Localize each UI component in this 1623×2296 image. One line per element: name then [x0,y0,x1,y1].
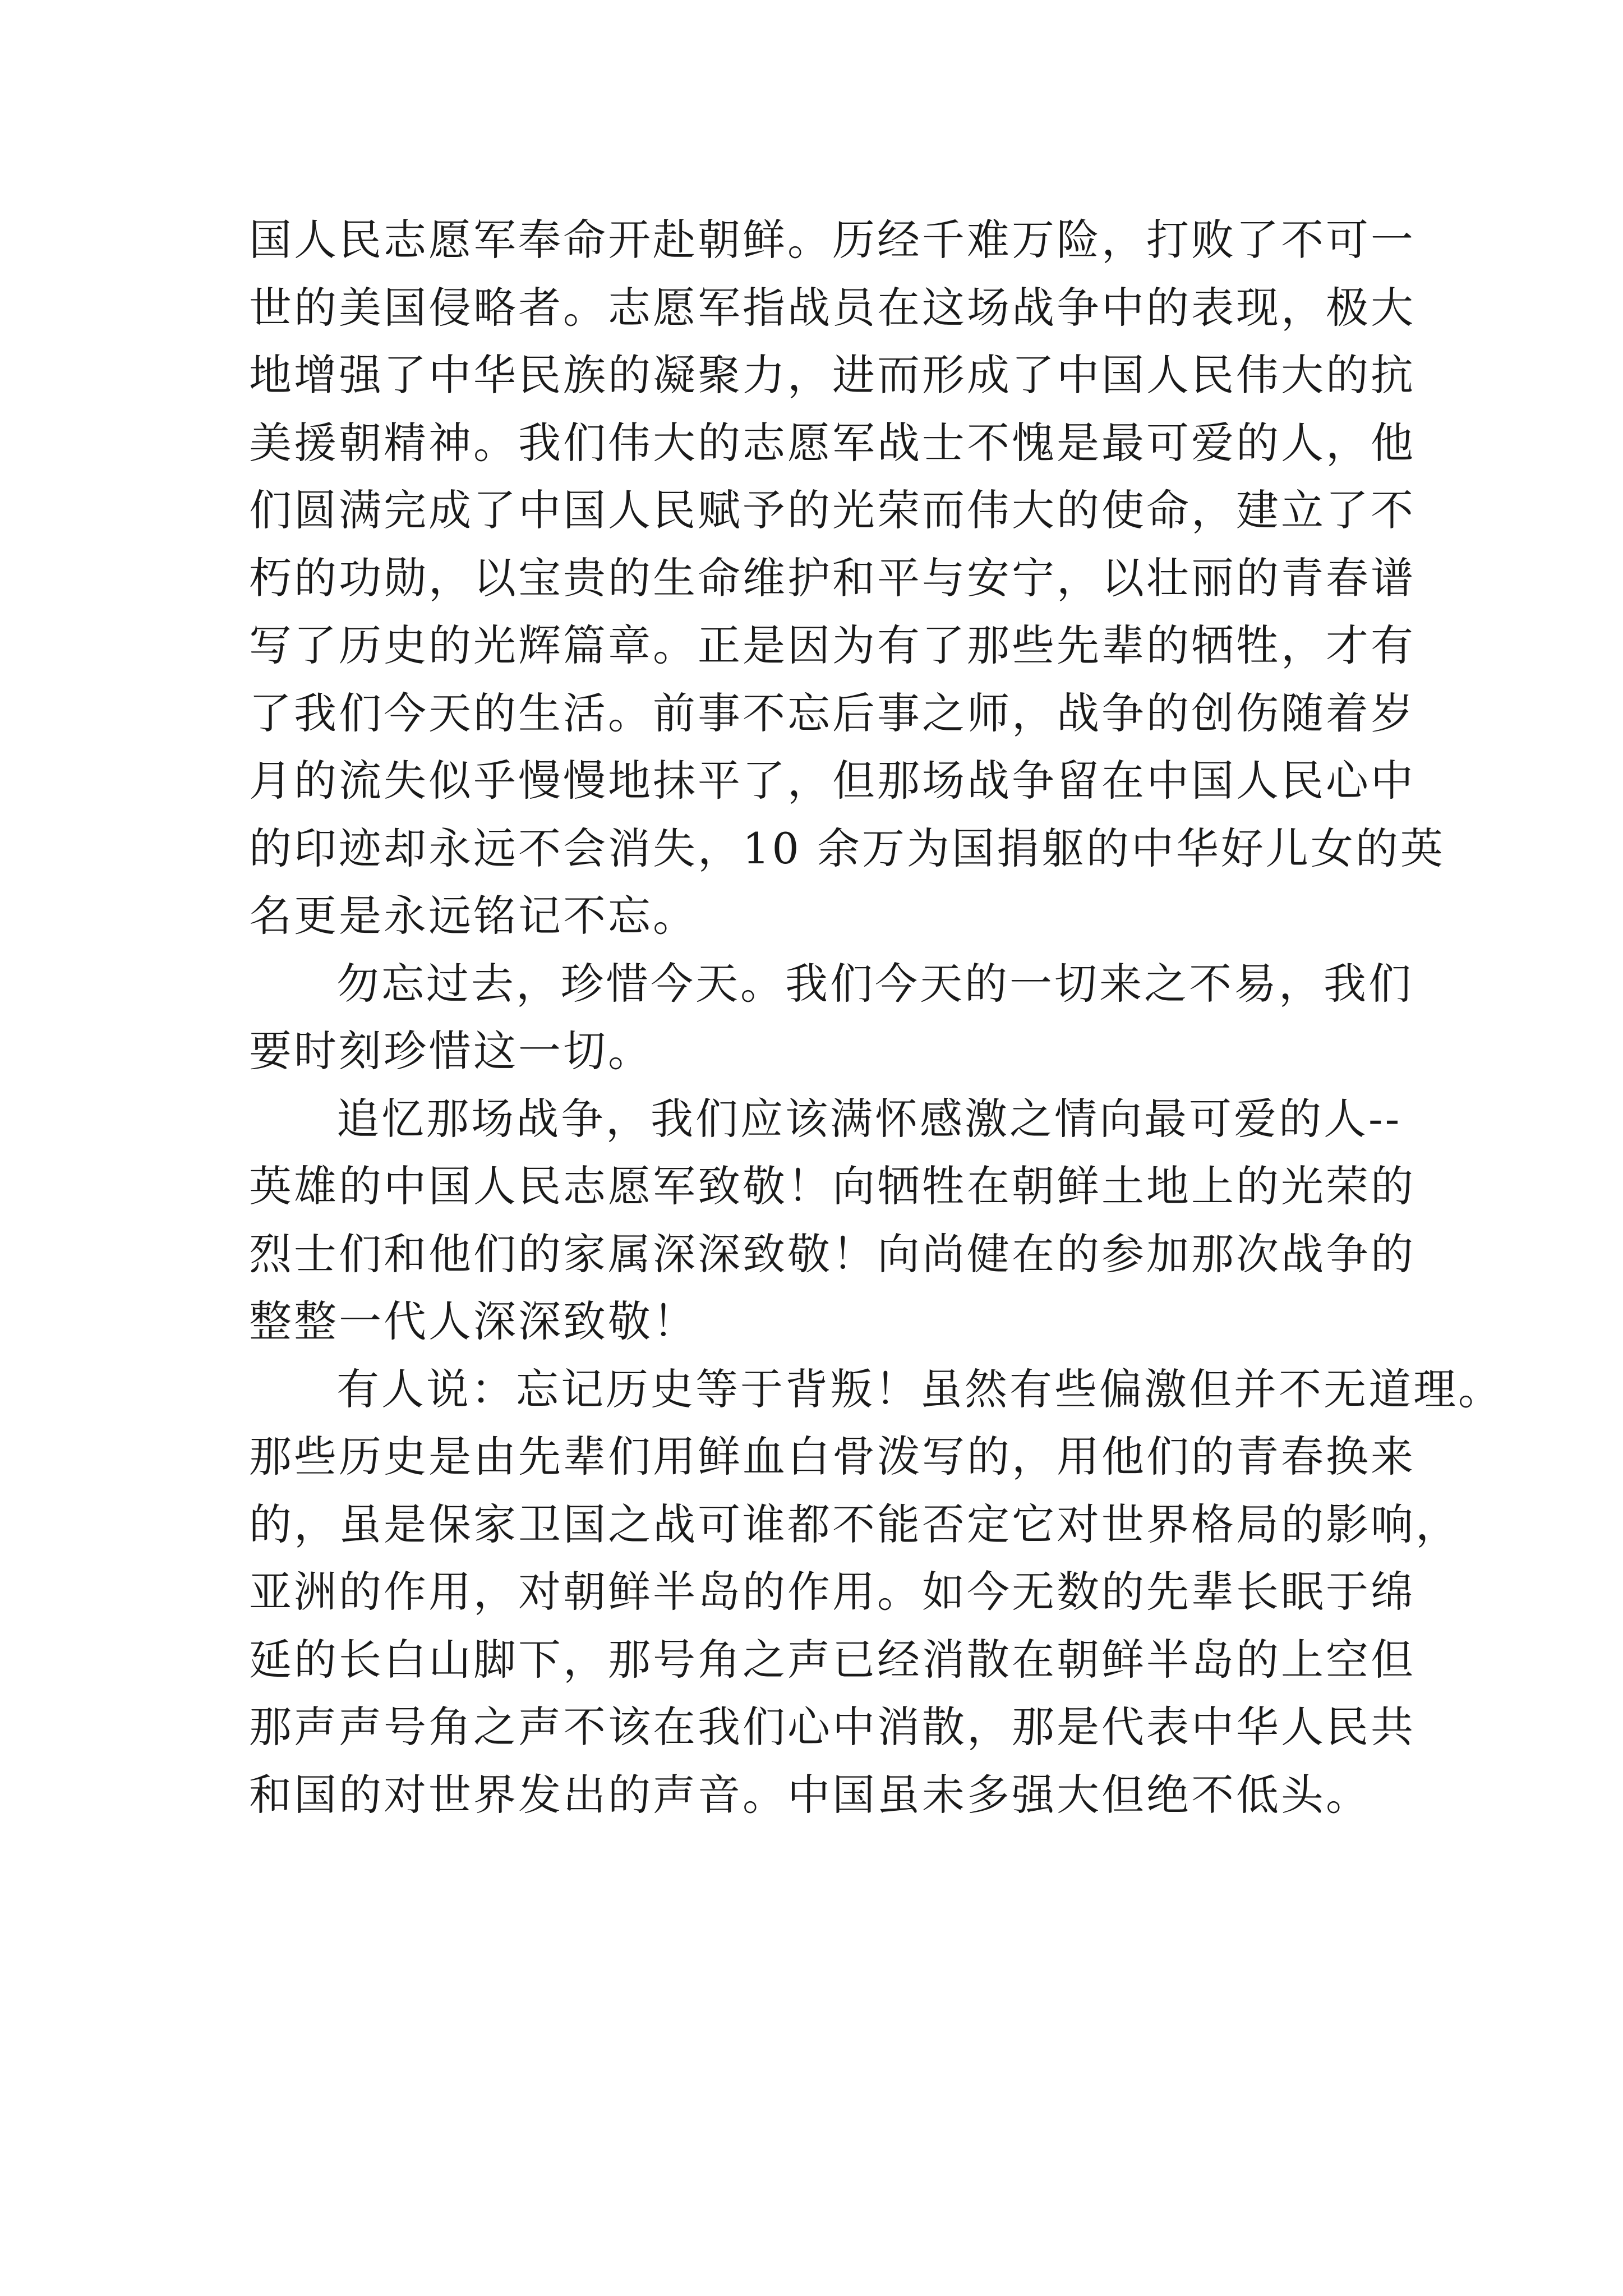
text-line: 那声声号角之声不该在我们心中消散，那是代表中华人民共 [249,1702,1415,1752]
paragraph-first-line: 有人说：忘记历史等于背叛！虽然有些偏激但并不无道理。 [336,1364,1503,1414]
text-line: 月的流失似乎慢慢地抹平了，但那场战争留在中国人民心中 [249,756,1415,806]
text-line: 的，虽是保家卫国之战可谁都不能否定它对世界格局的影响， [249,1499,1460,1549]
paragraph-first-line: 勿忘过去，珍惜今天。我们今天的一切来之不易，我们 [336,958,1413,1009]
text-line: 和国的对世界发出的声音。中国虽未多强大但绝不低头。 [249,1769,1371,1820]
text-line: 国人民志愿军奉命开赴朝鲜。历经千难万险，打败了不可一 [249,215,1415,265]
text-line: 们圆满完成了中国人民赋予的光荣而伟大的使命，建立了不 [249,485,1415,535]
text-line: 了我们今天的生活。前事不忘后事之师，战争的创伤随着岁 [249,688,1415,738]
body-text [249,206,1503,1829]
text-line: 整整一代人深深致敬！ [249,1296,698,1346]
text-line: 写了历史的光辉篇章。正是因为有了那些先辈的牺牲，才有 [249,620,1415,670]
text-line: 那些历史是由先辈们用鲜血白骨泼写的，用他们的青春换来 [249,1432,1415,1481]
paragraph-first-line: 追忆那场战争，我们应该满怀感激之情向最可爱的人-- [336,1093,1402,1144]
text-line: 朽的功勋，以宝贵的生命维护和平与安宁，以壮丽的青春谱 [249,553,1415,603]
text-line: 要时刻珍惜这一切。 [249,1026,653,1076]
text-line: 的印迹却永远不会消失，10 余万为国捐躯的中华好儿女的英 [249,823,1445,873]
text-line: 美援朝精神。我们伟大的志愿军战士不愧是最可爱的人，他 [249,417,1415,468]
text-line: 亚洲的作用，对朝鲜半岛的作用。如今无数的先辈长眠于绵 [249,1567,1415,1617]
text-line: 地增强了中华民族的凝聚力，进而形成了中国人民伟大的抗 [249,350,1415,400]
text-line: 延的长白山脚下，那号角之声已经消散在朝鲜半岛的上空但 [249,1634,1415,1685]
text-line: 英雄的中国人民志愿军致敬！向牺牲在朝鲜土地上的光荣的 [249,1161,1415,1211]
text-line: 烈士们和他们的家属深深致敬！向尚健在的参加那次战争的 [249,1228,1415,1279]
text-line: 世的美国侵略者。志愿军指战员在这场战争中的表现，极大 [249,282,1415,333]
text-line: 名更是永远铭记不忘。 [249,891,698,941]
